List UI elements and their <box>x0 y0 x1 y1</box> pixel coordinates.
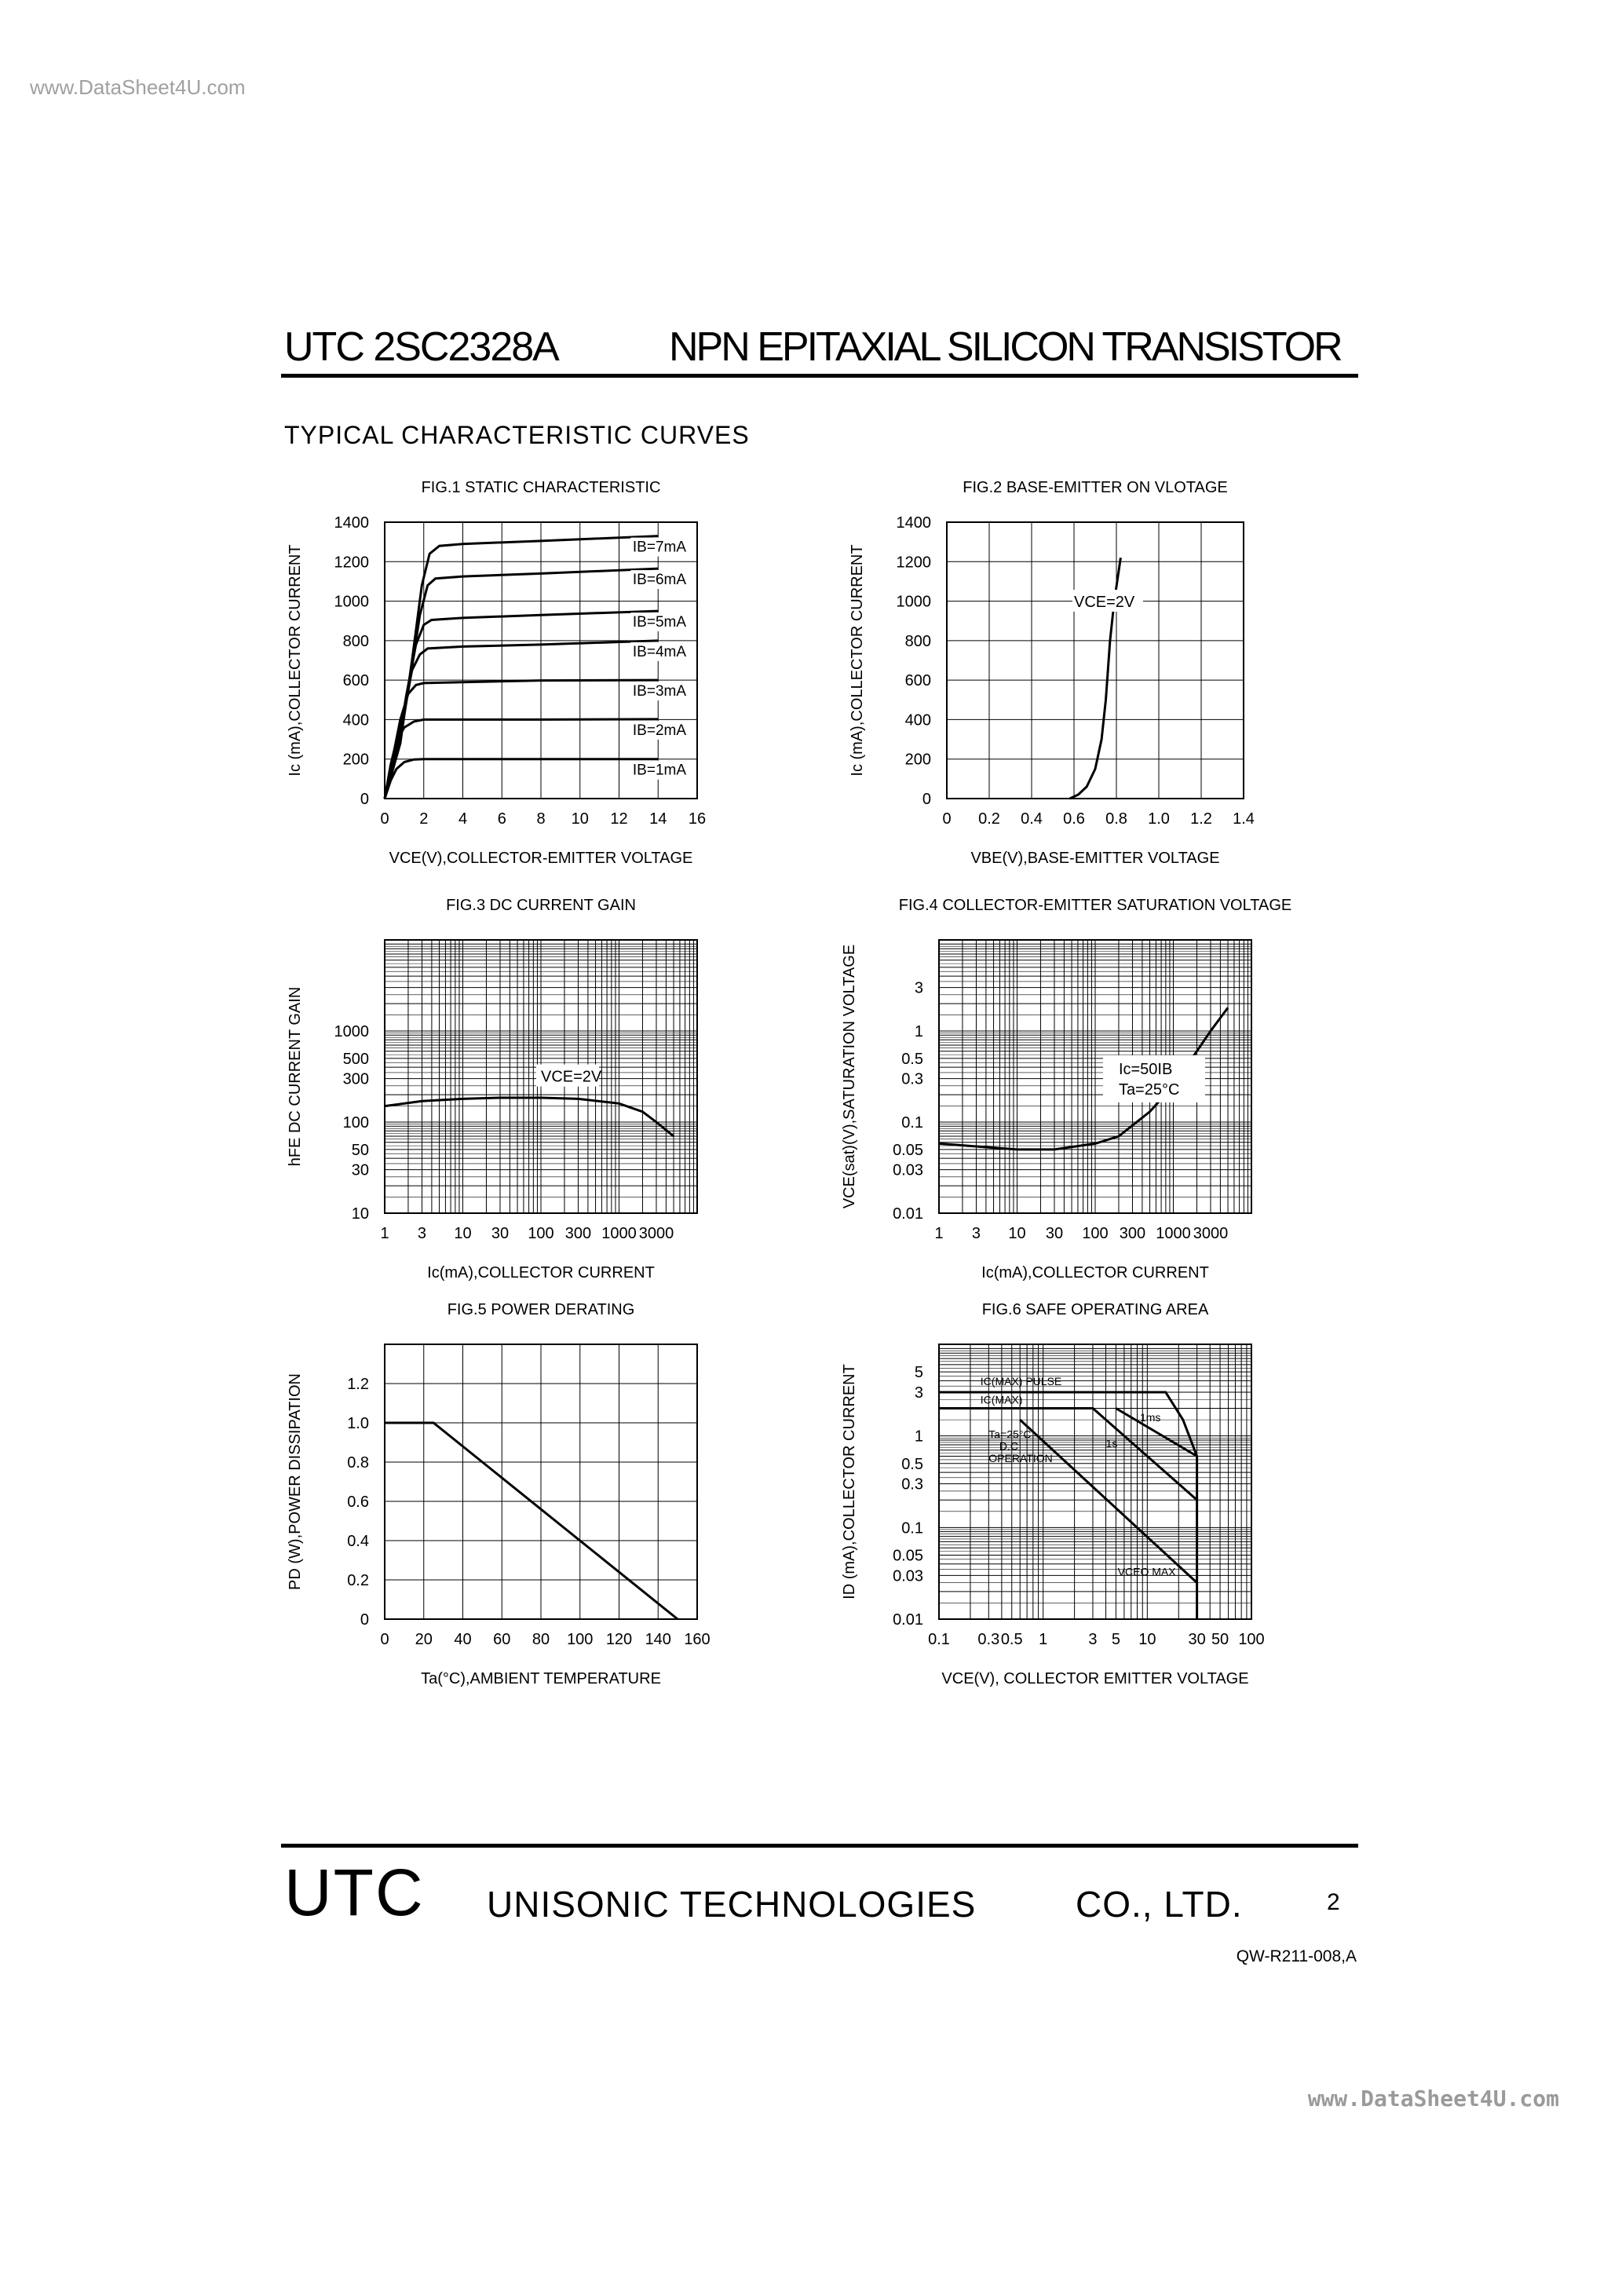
fig4-xtick-label: 1 <box>934 1225 944 1242</box>
fig3-annotation: VCE=2V <box>541 1068 602 1086</box>
fig2-xlabel: VBE(V),BASE-EMITTER VOLTAGE <box>970 850 1220 867</box>
footer-suffix: CO., LTD. <box>1076 1884 1243 1925</box>
fig1-curve-label: IB=1mA <box>632 762 687 779</box>
fig2-ytick-label: 200 <box>904 751 931 769</box>
fig6-region-label: VCEO MAX <box>1117 1565 1176 1578</box>
fig5-chart <box>287 1301 711 1687</box>
fig3-xlabel: Ic(mA),COLLECTOR CURRENT <box>427 1264 655 1281</box>
fig4-xtick-label: 1000 <box>1156 1225 1191 1242</box>
fig2-ytick-label: 1000 <box>896 593 931 611</box>
fig4-xtick-label: 30 <box>1045 1225 1064 1242</box>
fig4-annotation-line1: Ic=50IB <box>1118 1060 1173 1078</box>
fig6-xtick-label: 30 <box>1188 1631 1206 1648</box>
fig5-xtick-label: 140 <box>645 1631 671 1648</box>
fig6-title: FIG.6 SAFE OPERATING AREA <box>981 1301 1209 1318</box>
fig1-ytick-label: 1000 <box>334 593 369 611</box>
document-code: QW-R211-008,A <box>1236 1947 1357 1965</box>
fig3-ytick-label: 50 <box>351 1141 369 1159</box>
fig6-chart <box>841 1301 1265 1687</box>
part-description: NPN EPITAXIAL SILICON TRANSISTOR <box>669 324 1341 370</box>
fig1-ytick-label: 400 <box>342 711 369 729</box>
fig4-chart <box>841 897 1291 1281</box>
watermark-top[interactable]: www.DataSheet4U.com <box>30 75 246 99</box>
fig6-region-label: Ta=25°C <box>988 1428 1032 1441</box>
fig1-xlabel: VCE(V),COLLECTOR-EMITTER VOLTAGE <box>389 850 693 867</box>
fig1-ylabel: Ic (mA),COLLECTOR CURRENT <box>287 544 304 777</box>
fig1-ytick-label: 1200 <box>334 554 369 572</box>
fig1-xtick-label: 10 <box>571 810 589 828</box>
fig6-ytick-label: 5 <box>914 1364 923 1382</box>
fig6-xtick-label: 5 <box>1111 1631 1120 1648</box>
fig3-ytick-label: 10 <box>351 1205 369 1223</box>
fig1-curve-ib-5ma <box>385 611 658 799</box>
fig6-ylabel: ID (mA),COLLECTOR CURRENT <box>841 1364 858 1600</box>
fig2-xtick-label: 0.4 <box>1021 810 1043 828</box>
fig6-ic-max-pulse <box>939 1392 1197 1457</box>
fig1-curve-label: IB=3mA <box>632 683 687 700</box>
fig2-xtick-label: 1.4 <box>1233 810 1255 828</box>
fig5-ytick-label: 0.4 <box>347 1533 369 1550</box>
fig2-xtick-label: 0.6 <box>1063 810 1085 828</box>
fig6-xtick-label: 100 <box>1238 1631 1265 1648</box>
fig1-curve-label: IB=7mA <box>632 539 687 556</box>
fig2-xtick-label: 0.2 <box>978 810 1000 828</box>
fig2-xtick-label: 0 <box>942 810 952 828</box>
fig4-ylabel: VCE(sat)(V),SATURATION VOLTAGE <box>841 944 858 1209</box>
fig6-xtick-label: 50 <box>1211 1631 1229 1648</box>
fig4-ytick-label: 0.5 <box>901 1050 923 1068</box>
fig3-ytick-label: 300 <box>342 1070 369 1088</box>
fig3-ytick-label: 500 <box>342 1050 369 1068</box>
fig2-ytick-label: 1400 <box>896 514 931 532</box>
fig2-ytick-label: 0 <box>922 791 931 808</box>
fig4-xtick-label: 100 <box>1082 1225 1109 1242</box>
fig3-xtick-label: 30 <box>491 1225 510 1242</box>
fig1-xtick-label: 16 <box>688 810 707 828</box>
fig6-xlabel: VCE(V), COLLECTOR EMITTER VOLTAGE <box>941 1670 1249 1687</box>
fig6-ytick-label: 0.1 <box>901 1519 923 1537</box>
fig1-curve-ib-3ma <box>385 680 658 799</box>
fig4-ytick-label: 0.01 <box>893 1205 923 1223</box>
fig1-chart <box>287 479 706 867</box>
fig3-xtick-label: 1 <box>380 1225 389 1242</box>
fig6-ytick-label: 0.05 <box>893 1547 923 1565</box>
part-number: UTC 2SC2328A <box>284 324 558 370</box>
fig2-annotation: VCE=2V <box>1074 594 1135 611</box>
fig6-ytick-label: 3 <box>914 1384 923 1402</box>
fig3-ylabel: hFE DC CURRENT GAIN <box>287 986 304 1167</box>
fig5-xtick-label: 40 <box>454 1631 472 1648</box>
fig3-xtick-label: 300 <box>564 1225 592 1242</box>
fig6-region-label: 1s <box>1105 1437 1118 1450</box>
fig1-curve-label: IB=5mA <box>632 614 687 631</box>
fig5-xtick-label: 60 <box>493 1631 511 1648</box>
fig6-xtick-label: 0.1 <box>928 1631 950 1648</box>
fig1-curve-label: IB=4mA <box>632 643 687 660</box>
fig1-curve-label: IB=6mA <box>632 572 687 589</box>
fig6-ytick-label: 0.03 <box>893 1567 923 1585</box>
fig4-ytick-label: 0.05 <box>893 1141 923 1159</box>
section-title: TYPICAL CHARACTERISTIC CURVES <box>284 421 750 449</box>
fig6-region-label: D.C <box>999 1439 1019 1453</box>
fig6-xtick-label: 0.3 <box>977 1631 1000 1648</box>
fig1-ytick-label: 600 <box>342 672 369 690</box>
fig1-curve-label: IB=2mA <box>632 722 687 739</box>
fig2-ytick-label: 600 <box>904 672 931 690</box>
fig6-ytick-label: 0.5 <box>901 1455 923 1473</box>
fig2-xtick-label: 1.0 <box>1148 810 1170 828</box>
fig5-ytick-label: 0.8 <box>347 1454 369 1472</box>
fig3-xtick-label: 3000 <box>638 1225 674 1242</box>
fig4-ytick-label: 0.1 <box>901 1114 923 1132</box>
fig5-xtick-label: 20 <box>415 1631 433 1648</box>
fig5-derating-line <box>385 1423 678 1619</box>
fig2-ytick-label: 800 <box>904 632 931 650</box>
fig5-ytick-label: 0 <box>360 1611 369 1629</box>
fig2-ytick-label: 400 <box>904 711 931 729</box>
fig5-xtick-label: 120 <box>605 1631 633 1648</box>
fig6-region-label: OPERATION <box>988 1451 1053 1464</box>
fig6-region-label: 1ms <box>1139 1410 1161 1424</box>
fig4-xlabel: Ic(mA),COLLECTOR CURRENT <box>981 1264 1209 1281</box>
fig6-xtick-label: 3 <box>1088 1631 1098 1648</box>
fig4-ytick-label: 0.03 <box>893 1161 923 1179</box>
fig3-title: FIG.3 DC CURRENT GAIN <box>446 897 636 914</box>
fig5-ytick-label: 1.0 <box>347 1415 369 1432</box>
fig2-chart <box>849 479 1255 867</box>
fig6-ytick-label: 1 <box>914 1428 923 1446</box>
fig1-ytick-label: 1400 <box>334 514 369 532</box>
fig5-ytick-label: 1.2 <box>347 1376 369 1393</box>
footer-brand: UTC <box>284 1855 425 1929</box>
fig6-xtick-label: 1 <box>1039 1631 1048 1648</box>
fig3-xtick-label: 10 <box>454 1225 472 1242</box>
fig1-xtick-label: 8 <box>536 810 546 828</box>
fig3-chart <box>287 897 697 1281</box>
fig2-plot-frame <box>947 522 1244 799</box>
fig1-xtick-label: 2 <box>419 810 429 828</box>
fig4-title: FIG.4 COLLECTOR-EMITTER SATURATION VOLTAGE <box>898 897 1292 914</box>
fig3-ytick-label: 1000 <box>334 1023 369 1040</box>
fig6-region-label: IC(MAX) PULSE <box>980 1374 1062 1387</box>
fig1-xtick-label: 6 <box>497 810 506 828</box>
fig4-xtick-label: 3000 <box>1193 1225 1229 1242</box>
fig5-xlabel: Ta(°C),AMBIENT TEMPERATURE <box>421 1670 661 1687</box>
fig4-xtick-label: 3 <box>971 1225 981 1242</box>
fig5-xtick-label: 160 <box>684 1631 711 1648</box>
fig1-curve-ib-1ma <box>385 759 658 799</box>
fig5-ytick-label: 0.6 <box>347 1493 369 1511</box>
fig6-region-label: IC(MAX) <box>980 1393 1023 1406</box>
fig5-title: FIG.5 POWER DERATING <box>447 1301 635 1318</box>
fig5-xtick-label: 0 <box>380 1631 389 1648</box>
fig2-xtick-label: 0.8 <box>1105 810 1127 828</box>
page-number: 2 <box>1327 1889 1340 1915</box>
fig3-ytick-label: 30 <box>351 1161 369 1179</box>
fig1-xtick-label: 4 <box>458 810 468 828</box>
fig1-xtick-label: 0 <box>380 810 389 828</box>
fig1-xtick-label: 12 <box>610 810 628 828</box>
fig5-ytick-label: 0.2 <box>347 1572 369 1589</box>
fig1-ytick-label: 0 <box>360 791 369 808</box>
watermark-bottom[interactable]: www.DataSheet4U.com <box>1307 2086 1559 2111</box>
fig4-ytick-label: 0.3 <box>901 1070 923 1088</box>
fig6-xtick-label: 0.5 <box>1000 1631 1023 1648</box>
fig6-ytick-label: 0.3 <box>901 1475 923 1493</box>
fig3-xtick-label: 1000 <box>601 1225 637 1242</box>
footer-company: UNISONIC TECHNOLOGIES <box>487 1884 977 1925</box>
fig3-xtick-label: 3 <box>417 1225 427 1242</box>
fig5-xtick-label: 80 <box>532 1631 550 1648</box>
fig5-xtick-label: 100 <box>567 1631 594 1648</box>
fig3-xtick-label: 100 <box>528 1225 554 1242</box>
fig5-ylabel: PD (W),POWER DISSIPATION <box>287 1373 304 1590</box>
fig2-ytick-label: 1200 <box>896 554 931 572</box>
fig6-xtick-label: 10 <box>1138 1631 1156 1648</box>
fig2-ylabel: Ic (mA),COLLECTOR CURRENT <box>849 544 866 777</box>
fig4-xtick-label: 300 <box>1119 1225 1146 1242</box>
fig4-ytick-label: 3 <box>914 979 923 997</box>
fig1-ytick-label: 800 <box>342 632 369 650</box>
fig2-xtick-label: 1.2 <box>1190 810 1212 828</box>
fig4-annotation-line2: Ta=25°C <box>1118 1080 1180 1099</box>
footer-rule <box>281 1844 1358 1848</box>
fig4-xtick-label: 10 <box>1008 1225 1026 1242</box>
fig3-ytick-label: 100 <box>342 1114 369 1132</box>
fig1-title: FIG.1 STATIC CHARACTERISTIC <box>421 479 661 496</box>
fig1-ytick-label: 200 <box>342 751 369 769</box>
fig1-xtick-label: 14 <box>649 810 667 828</box>
fig6-ytick-label: 0.01 <box>893 1611 923 1629</box>
fig4-ytick-label: 1 <box>914 1023 923 1040</box>
fig2-title: FIG.2 BASE-EMITTER ON VLOTAGE <box>963 479 1228 496</box>
